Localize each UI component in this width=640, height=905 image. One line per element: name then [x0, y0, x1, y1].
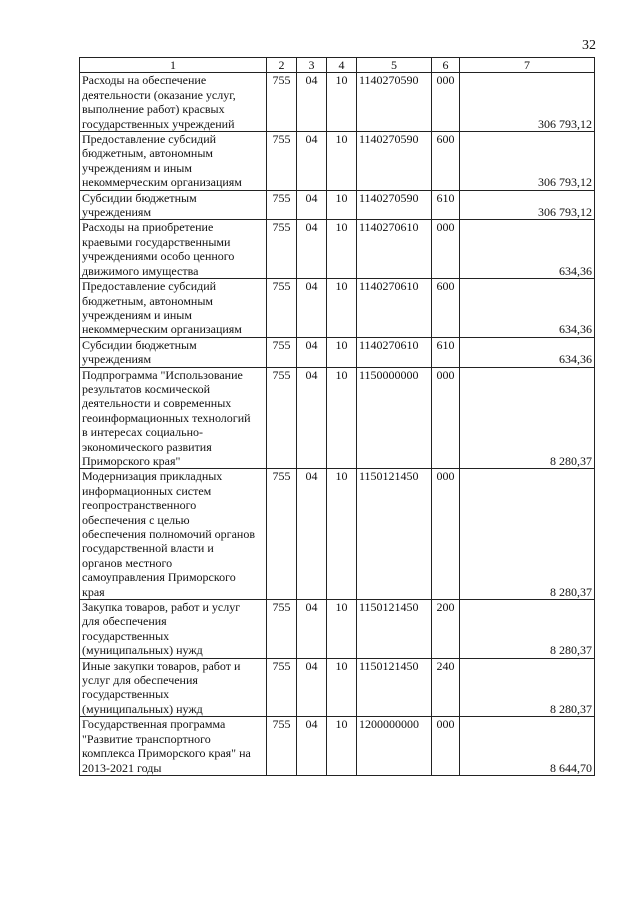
table-row [80, 600, 595, 659]
row-name-cell: Предоставление субсидий бюджетным, автономным учреждениям и иным некоммерческим организациям [80, 132, 267, 191]
row-expense-type-cell: 200 [432, 600, 460, 659]
row-target-article-cell: 1140270610 [357, 337, 432, 367]
row-name-cell: Предоставление субсидий бюджетным, автономным учреждениям и иным некоммерческим организациям [80, 279, 267, 338]
header-cell-expense-type: 6 [432, 58, 460, 73]
row-section-cell: 04 [297, 600, 327, 659]
row-target-article-cell: 1150121450 [357, 658, 432, 717]
row-expense-type-cell: 600 [432, 132, 460, 191]
row-section-cell: 04 [297, 658, 327, 717]
row-section-cell: 04 [297, 367, 327, 469]
row-target-article-cell: 1140270590 [357, 73, 432, 132]
row-name-cell: Закупка товаров, работ и услуг для обеспечения государственных (муниципальных) нужд [80, 600, 267, 659]
row-subsection-cell: 10 [327, 717, 357, 776]
table-row [80, 220, 595, 279]
header-cell-subsection: 4 [327, 58, 357, 73]
row-name-cell: Расходы на обеспечение деятельности (оказание услуг, выполнение работ) красвых государственных учреждений [80, 73, 267, 132]
table-row [80, 469, 595, 600]
row-amount-cell: 8 280,37 [460, 367, 595, 469]
row-section-cell: 04 [297, 132, 327, 191]
row-grbs-cell: 755 [267, 220, 297, 279]
row-subsection-cell: 10 [327, 600, 357, 659]
row-subsection-cell: 10 [327, 132, 357, 191]
row-amount-cell: 8 280,37 [460, 469, 595, 600]
row-grbs-cell: 755 [267, 717, 297, 776]
row-target-article-cell: 1200000000 [357, 717, 432, 776]
row-expense-type-cell: 000 [432, 717, 460, 776]
row-section-cell: 04 [297, 73, 327, 132]
row-amount-cell: 8 280,37 [460, 600, 595, 659]
row-grbs-cell: 755 [267, 279, 297, 338]
row-target-article-cell: 1150121450 [357, 600, 432, 659]
row-expense-type-cell: 000 [432, 220, 460, 279]
row-amount-cell: 306 793,12 [460, 132, 595, 191]
row-target-article-cell: 1140270610 [357, 279, 432, 338]
row-name-cell: Подпрограмма "Использование результатов космической деятельности и современных геоинформационных технологий в интересах социально- экономического развития Приморского края" [80, 367, 267, 469]
row-amount-cell: 306 793,12 [460, 73, 595, 132]
row-name-cell: Расходы на приобретение краевыми государственными учреждениями особо ценного движимого имущества [80, 220, 267, 279]
row-expense-type-cell: 610 [432, 337, 460, 367]
table-row [80, 658, 595, 717]
header-cell-grbs: 2 [267, 58, 297, 73]
row-amount-cell: 634,36 [460, 337, 595, 367]
row-expense-type-cell: 000 [432, 73, 460, 132]
row-subsection-cell: 10 [327, 658, 357, 717]
row-name-cell: Иные закупки товаров, работ и услуг для обеспечения государственных (муниципальных) нужд [80, 658, 267, 717]
row-amount-cell: 306 793,12 [460, 190, 595, 220]
page-number: 32 [582, 38, 596, 53]
row-subsection-cell: 10 [327, 337, 357, 367]
row-grbs-cell: 755 [267, 73, 297, 132]
row-expense-type-cell: 600 [432, 279, 460, 338]
row-subsection-cell: 10 [327, 469, 357, 600]
header-cell-name: 1 [80, 58, 267, 73]
row-grbs-cell: 755 [267, 337, 297, 367]
row-grbs-cell: 755 [267, 658, 297, 717]
row-subsection-cell: 10 [327, 367, 357, 469]
table-row [80, 337, 595, 367]
header-row [80, 58, 595, 73]
row-section-cell: 04 [297, 279, 327, 338]
row-grbs-cell: 755 [267, 600, 297, 659]
row-subsection-cell: 10 [327, 73, 357, 132]
row-expense-type-cell: 610 [432, 190, 460, 220]
row-section-cell: 04 [297, 190, 327, 220]
row-subsection-cell: 10 [327, 279, 357, 338]
row-amount-cell: 634,36 [460, 279, 595, 338]
row-subsection-cell: 10 [327, 220, 357, 279]
row-target-article-cell: 1150121450 [357, 469, 432, 600]
budget-table [79, 57, 595, 776]
table-row [80, 279, 595, 338]
row-grbs-cell: 755 [267, 469, 297, 600]
row-name-cell: Субсидии бюджетным учреждениям [80, 337, 267, 367]
row-grbs-cell: 755 [267, 190, 297, 220]
table-row [80, 73, 595, 132]
row-expense-type-cell: 000 [432, 469, 460, 600]
header-cell-target-article: 5 [357, 58, 432, 73]
header-cell-section: 3 [297, 58, 327, 73]
row-target-article-cell: 1140270590 [357, 190, 432, 220]
row-target-article-cell: 1140270610 [357, 220, 432, 279]
row-section-cell: 04 [297, 469, 327, 600]
row-section-cell: 04 [297, 337, 327, 367]
row-amount-cell: 8 644,70 [460, 717, 595, 776]
row-section-cell: 04 [297, 220, 327, 279]
row-target-article-cell: 1140270590 [357, 132, 432, 191]
row-grbs-cell: 755 [267, 367, 297, 469]
row-amount-cell: 8 280,37 [460, 658, 595, 717]
row-amount-cell: 634,36 [460, 220, 595, 279]
row-grbs-cell: 755 [267, 132, 297, 191]
row-subsection-cell: 10 [327, 190, 357, 220]
row-expense-type-cell: 240 [432, 658, 460, 717]
table-row [80, 190, 595, 220]
table-row [80, 132, 595, 191]
row-name-cell: Субсидии бюджетным учреждениям [80, 190, 267, 220]
row-target-article-cell: 1150000000 [357, 367, 432, 469]
header-cell-amount: 7 [460, 58, 595, 73]
row-name-cell: Модернизация прикладных информационных систем геопространственного обеспечения с целью обеспечения полномочий органов государственной власти и органов местного самоуправления Приморского края [80, 469, 267, 600]
row-section-cell: 04 [297, 717, 327, 776]
table-row [80, 717, 595, 776]
table-row [80, 367, 595, 469]
row-name-cell: Государственная программа "Развитие транспортного комплекса Приморского края" на 2013-2021 годы [80, 717, 267, 776]
row-expense-type-cell: 000 [432, 367, 460, 469]
